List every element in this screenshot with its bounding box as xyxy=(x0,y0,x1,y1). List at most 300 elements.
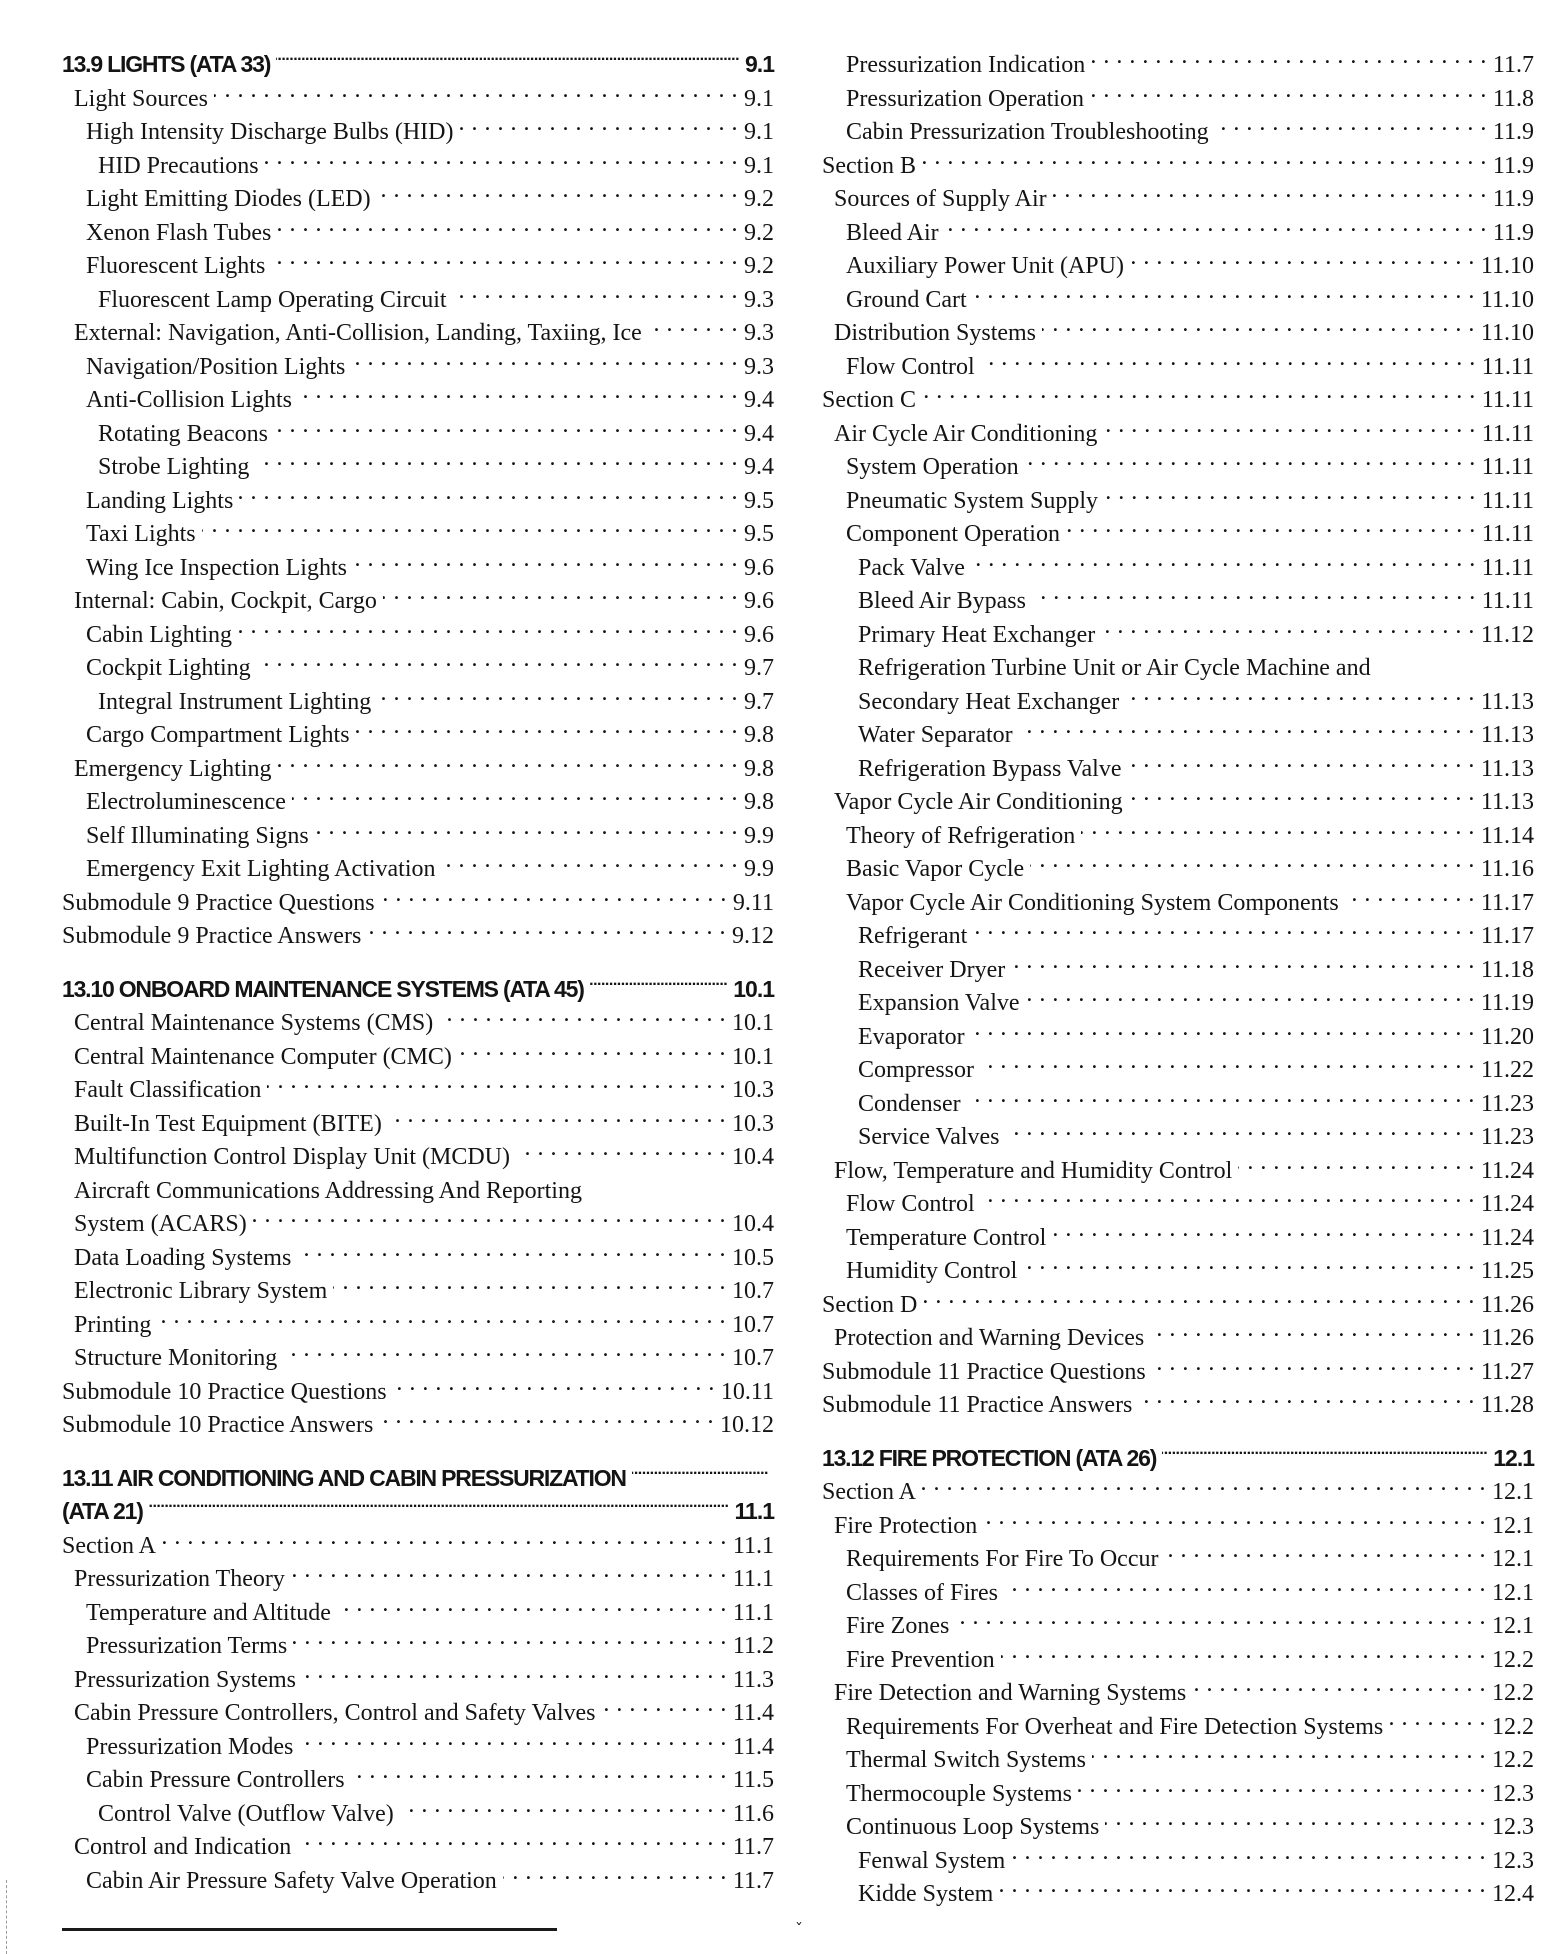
toc-page-number: 11.28 xyxy=(1480,1392,1534,1418)
toc-entry[interactable] xyxy=(62,1099,774,1137)
toc-entry[interactable] xyxy=(822,1045,1534,1083)
toc-entry-title: Refrigeration Bypass Valve xyxy=(858,755,1122,782)
dot-leader xyxy=(351,1755,727,1787)
toc-entry-title: Compressor xyxy=(858,1057,974,1083)
toc-entry-title: Integral Instrument Lighting xyxy=(98,688,372,715)
toc-entry-title: Pressurization Theory xyxy=(74,1566,285,1592)
toc-entry-title: Kidde System xyxy=(858,1881,994,1907)
dot-leader xyxy=(353,543,738,575)
toc-page-number: 12.1 xyxy=(1492,1613,1534,1639)
toc-page-number: 9.3 xyxy=(744,353,774,380)
toc-entry-title: Taxi Lights xyxy=(86,521,196,547)
toc-entry-title: Thermal Switch Systems xyxy=(846,1747,1086,1773)
toc-entry-title: Fire Detection and Warning Systems xyxy=(834,1680,1187,1706)
dot-leader xyxy=(1019,710,1475,742)
toc-page-number: 12.1 xyxy=(1493,1444,1534,1471)
toc-entry-title: Distribution Systems xyxy=(834,320,1037,346)
dot-leader xyxy=(157,1300,726,1332)
toc-entry-title: Rotating Beacons xyxy=(98,420,268,447)
dot-leader xyxy=(1025,442,1476,474)
toc-entry-title: Control Valve (Outflow Valve) xyxy=(98,1800,394,1827)
toc-page-number: 9.8 xyxy=(744,789,774,815)
toc-entry-title: Self Illuminating Signs xyxy=(86,822,309,849)
toc-page-number: 12.2 xyxy=(1492,1680,1534,1706)
toc-entry-title: Light Sources xyxy=(74,85,208,112)
dot-leader xyxy=(980,1045,1475,1077)
dot-leader xyxy=(297,1822,727,1854)
toc-entry[interactable] xyxy=(822,978,1534,1016)
toc-entry[interactable] xyxy=(822,1246,1534,1284)
toc-page-number: 12.3 xyxy=(1492,1847,1534,1874)
dot-leader xyxy=(516,1132,726,1164)
dot-leader xyxy=(202,509,738,541)
toc-entry[interactable] xyxy=(822,576,1534,614)
toc-entry[interactable] xyxy=(62,1856,774,1894)
toc-page-number: 11.24 xyxy=(1480,1157,1534,1184)
toc-entry[interactable] xyxy=(822,375,1534,413)
toc-page-number: 11.3 xyxy=(732,1666,774,1693)
dot-leader xyxy=(1023,1246,1475,1278)
dot-leader xyxy=(400,1789,727,1821)
dot-leader xyxy=(922,141,1487,173)
toc-entry[interactable] xyxy=(822,208,1534,246)
dot-leader xyxy=(257,643,738,675)
toc-entry[interactable] xyxy=(822,40,1534,78)
dot-leader xyxy=(973,911,1475,943)
toc-entry[interactable] xyxy=(62,1199,774,1237)
toc-entry[interactable] xyxy=(62,1688,774,1726)
toc-entry-title: 13.9 LIGHTS (ATA 33) xyxy=(62,51,271,77)
toc-page-number: 11.19 xyxy=(1480,990,1534,1016)
toc-entry[interactable] xyxy=(62,342,774,380)
toc-page-number: 10.3 xyxy=(732,1110,774,1137)
dot-leader xyxy=(999,1869,1486,1901)
toc-entry[interactable] xyxy=(822,1467,1534,1505)
toc-entry-title: Anti-Collision Lights xyxy=(86,387,293,413)
dot-leader xyxy=(1101,610,1475,642)
dot-leader xyxy=(393,1367,715,1399)
dot-leader xyxy=(297,1233,726,1265)
dot-leader xyxy=(315,811,738,843)
toc-page-number: 9.11 xyxy=(732,889,774,916)
toc-entry[interactable] xyxy=(62,777,774,815)
toc-entry[interactable] xyxy=(822,610,1534,648)
toc-entry[interactable] xyxy=(822,509,1534,547)
toc-page-number: 11.26 xyxy=(1480,1291,1534,1318)
toc-entry[interactable] xyxy=(62,811,774,849)
toc-entry[interactable] xyxy=(62,677,774,715)
toc-entry[interactable] xyxy=(62,1755,774,1793)
toc-section-heading[interactable] xyxy=(822,1434,1534,1471)
dot-leader xyxy=(388,1099,726,1131)
toc-entry[interactable] xyxy=(62,543,774,581)
dot-leader xyxy=(1130,241,1475,273)
toc-page-number: 11.13 xyxy=(1480,688,1534,715)
toc-entry[interactable] xyxy=(822,1668,1534,1706)
dot-leader xyxy=(1377,643,1528,675)
toc-entry[interactable] xyxy=(62,1400,774,1438)
toc-entry[interactable] xyxy=(62,208,774,246)
toc-page-number: 9.9 xyxy=(744,822,774,849)
toc-entry-title: Printing xyxy=(74,1311,152,1338)
toc-page-number: 10.7 xyxy=(732,1278,774,1304)
toc-entry-title: Pressurization Terms xyxy=(86,1633,288,1659)
toc-entry-title: Classes of Fires xyxy=(846,1579,998,1606)
toc-entry[interactable] xyxy=(62,509,774,547)
toc-entry[interactable] xyxy=(62,1032,774,1070)
toc-entry[interactable] xyxy=(62,1621,774,1659)
toc-entry[interactable] xyxy=(822,308,1534,346)
toc-entry-title: Electronic Library System xyxy=(74,1278,328,1304)
toc-entry[interactable] xyxy=(822,945,1534,983)
toc-entry-title: Submodule 10 Practice Answers xyxy=(62,1412,374,1438)
toc-entry[interactable] xyxy=(822,677,1534,715)
toc-page-number: 11.10 xyxy=(1480,320,1534,346)
toc-entry[interactable] xyxy=(822,107,1534,145)
toc-entry[interactable] xyxy=(822,1079,1534,1117)
toc-page-number: 11.10 xyxy=(1480,286,1534,313)
toc-entry[interactable] xyxy=(822,844,1534,882)
toc-entry[interactable] xyxy=(62,409,774,447)
toc-entry-title: Cabin Pressure Controllers, Control and Safety Valves xyxy=(74,1700,596,1726)
toc-entry[interactable] xyxy=(822,442,1534,480)
toc-entry-title: Submodule 11 Practice Answers xyxy=(822,1392,1133,1418)
toc-page-number: 12.4 xyxy=(1492,1881,1534,1907)
dot-leader xyxy=(1152,1347,1475,1379)
toc-page-number: 10.4 xyxy=(732,1144,774,1170)
dot-leader xyxy=(1103,409,1475,441)
toc-page-number: 11.18 xyxy=(1480,956,1534,983)
toc-entry-title: HID Precautions xyxy=(98,152,259,179)
toc-entry[interactable] xyxy=(62,844,774,882)
toc-page-number: 11.11 xyxy=(1481,521,1534,547)
dot-leader xyxy=(238,610,738,642)
toc-entry[interactable] xyxy=(822,1213,1534,1251)
toc-entry[interactable] xyxy=(822,1380,1534,1418)
toc-entry[interactable] xyxy=(822,1802,1534,1840)
toc-page-number: 11.11 xyxy=(1481,588,1534,614)
toc-entry-title: System (ACARS) xyxy=(74,1211,247,1237)
toc-entry[interactable] xyxy=(62,476,774,514)
toc-entry[interactable] xyxy=(62,1722,774,1760)
toc-entry[interactable] xyxy=(62,1233,774,1271)
toc-page-number: 9.5 xyxy=(744,521,774,547)
toc-entry[interactable] xyxy=(62,1266,774,1304)
toc-entry[interactable] xyxy=(822,275,1534,313)
toc-page-number: 10.11 xyxy=(720,1378,774,1405)
dot-leader xyxy=(453,275,738,307)
dot-leader xyxy=(302,1655,727,1687)
toc-section-heading[interactable] xyxy=(62,1487,774,1524)
dot-leader xyxy=(1001,1635,1486,1667)
toc-page-number: 11.4 xyxy=(732,1733,774,1760)
toc-entry-title: Cabin Pressure Controllers xyxy=(86,1767,345,1793)
toc-entry[interactable] xyxy=(822,1568,1534,1606)
dot-leader xyxy=(379,1400,714,1432)
toc-entry-title: Auxiliary Power Unit (APU) xyxy=(846,253,1124,279)
dot-leader xyxy=(967,1079,1475,1111)
toc-entry[interactable] xyxy=(822,710,1534,748)
dot-leader xyxy=(503,1856,727,1888)
toc-entry[interactable] xyxy=(62,442,774,480)
toc-entry[interactable] xyxy=(62,1300,774,1338)
toc-entry-title: Air Cycle Air Conditioning xyxy=(834,420,1098,447)
toc-page-number: 11.10 xyxy=(1480,253,1534,279)
dot-leader xyxy=(973,275,1475,307)
toc-page-number: 11.22 xyxy=(1480,1057,1534,1083)
toc-page-number: 11.9 xyxy=(1492,219,1534,246)
toc-entry[interactable] xyxy=(62,878,774,916)
dot-leader xyxy=(1215,107,1487,139)
toc-page-number: 11.1 xyxy=(734,1498,774,1524)
toc-entry-title: Emergency Exit Lighting Activation xyxy=(86,856,436,882)
toc-page-number: 12.1 xyxy=(1492,1579,1534,1606)
toc-entry[interactable] xyxy=(62,174,774,212)
toc-page-number: 9.7 xyxy=(744,655,774,681)
toc-entry[interactable] xyxy=(822,342,1534,380)
toc-page-number: 9.6 xyxy=(744,554,774,581)
toc-section-heading[interactable] xyxy=(62,965,774,1002)
toc-entry[interactable] xyxy=(62,998,774,1036)
toc-page-number: 11.27 xyxy=(1480,1358,1534,1385)
toc-entry[interactable] xyxy=(822,1146,1534,1184)
toc-entry[interactable] xyxy=(822,643,1534,681)
toc-entry[interactable] xyxy=(62,1554,774,1592)
toc-section-heading[interactable] xyxy=(62,40,774,77)
toc-entry[interactable] xyxy=(822,1112,1534,1150)
toc-entry[interactable] xyxy=(62,610,774,648)
toc-page-number: 10.1 xyxy=(733,975,774,1002)
dot-leader xyxy=(648,308,738,340)
toc-entry[interactable] xyxy=(62,1822,774,1860)
toc-page-number: 11.7 xyxy=(732,1834,774,1860)
toc-entry[interactable] xyxy=(62,1132,774,1170)
toc-entry-title: Water Separator xyxy=(858,722,1013,748)
toc-entry-title: Cargo Compartment Lights xyxy=(86,722,350,748)
toc-entry-title: System Operation xyxy=(846,454,1019,480)
toc-entry[interactable] xyxy=(822,878,1534,916)
toc-entry[interactable] xyxy=(62,576,774,614)
toc-entry-title: 13.12 FIRE PROTECTION (ATA 26) xyxy=(822,1444,1157,1471)
toc-entry-title: Xenon Flash Tubes xyxy=(86,219,272,246)
toc-entry-title: Section A xyxy=(822,1479,916,1505)
toc-entry[interactable] xyxy=(62,1166,774,1204)
footer-rule xyxy=(62,1928,557,1931)
dot-leader xyxy=(1030,844,1475,876)
dot-leader xyxy=(276,40,739,72)
toc-page-number: 9.12 xyxy=(732,923,774,949)
toc-entry[interactable] xyxy=(62,1367,774,1405)
toc-entry[interactable] xyxy=(822,174,1534,212)
toc-page-number: 11.9 xyxy=(1492,186,1534,212)
dot-leader xyxy=(1011,1836,1486,1868)
toc-page-number: 9.3 xyxy=(744,286,774,313)
toc-entry[interactable] xyxy=(62,141,774,179)
toc-page-number: 11.4 xyxy=(732,1700,774,1726)
toc-entry[interactable] xyxy=(822,476,1534,514)
toc-entry[interactable] xyxy=(62,1065,774,1103)
toc-entry-title: Bleed Air xyxy=(846,219,939,246)
dot-leader xyxy=(983,1501,1486,1533)
toc-entry-title: (ATA 21) xyxy=(62,1498,143,1524)
dot-leader xyxy=(253,1199,726,1231)
toc-entry[interactable] xyxy=(62,1333,774,1371)
dot-leader xyxy=(1032,576,1476,608)
dot-leader xyxy=(1138,1380,1474,1412)
toc-entry-title: High Intensity Discharge Bulbs (HID) xyxy=(86,119,454,145)
toc-entry-title: Condenser xyxy=(858,1090,961,1117)
toc-entry-title: Section A xyxy=(62,1532,156,1559)
toc-page-number: 12.3 xyxy=(1492,1780,1534,1807)
toc-entry[interactable] xyxy=(822,744,1534,782)
toc-page-number: 10.7 xyxy=(732,1311,774,1338)
dot-leader xyxy=(922,1467,1486,1499)
toc-entry[interactable] xyxy=(822,1012,1534,1050)
toc-page-number: 11.7 xyxy=(732,1867,774,1894)
toc-entry[interactable] xyxy=(62,1789,774,1827)
toc-entry[interactable] xyxy=(62,911,774,949)
dot-leader xyxy=(377,677,738,709)
toc-entry[interactable] xyxy=(822,241,1534,279)
toc-section-heading[interactable] xyxy=(62,1454,774,1491)
toc-page-number: 9.4 xyxy=(744,420,774,447)
scan-edge-marks xyxy=(6,1880,9,1954)
toc-page-number: 9.2 xyxy=(744,253,774,279)
toc-entry[interactable] xyxy=(822,1702,1534,1740)
toc-entry-title: Strobe Lighting xyxy=(98,454,250,480)
toc-entry[interactable] xyxy=(62,107,774,145)
toc-page-number: 11.8 xyxy=(1492,85,1534,112)
toc-entry-title: Fluorescent Lamp Operating Circuit xyxy=(98,286,447,313)
toc-page-number: 11.1 xyxy=(732,1566,774,1592)
toc-entry-title: Protection and Warning Devices xyxy=(834,1325,1145,1351)
dot-leader xyxy=(1006,1112,1475,1144)
dot-leader xyxy=(439,998,726,1030)
toc-entry[interactable] xyxy=(822,141,1534,179)
dot-leader xyxy=(265,141,738,173)
toc-entry-title: Sources of Supply Air xyxy=(834,186,1047,212)
dot-leader xyxy=(283,1333,726,1365)
toc-page-number: 9.1 xyxy=(744,119,774,145)
toc-entry-title: Fire Protection xyxy=(834,1512,978,1539)
dot-leader xyxy=(588,1166,768,1198)
toc-entry-title: Flow Control xyxy=(846,1191,975,1217)
toc-entry-title: Pressurization Systems xyxy=(74,1666,296,1693)
toc-entry[interactable] xyxy=(62,1655,774,1693)
toc-entry-title: Pack Valve xyxy=(858,554,965,581)
dot-leader xyxy=(981,1179,1475,1211)
dot-leader xyxy=(278,744,738,776)
toc-entry-title: 13.11 AIR CONDITIONING AND CABIN PRESSURIZATION xyxy=(62,1464,626,1491)
toc-entry[interactable] xyxy=(822,1769,1534,1807)
dot-leader xyxy=(1052,1213,1475,1245)
toc-page-number: 11.23 xyxy=(1480,1090,1534,1117)
toc-entry[interactable] xyxy=(822,409,1534,447)
toc-entry[interactable] xyxy=(822,1501,1534,1539)
toc-entry-title: Section D xyxy=(822,1291,918,1318)
toc-page-number: 11.23 xyxy=(1480,1124,1534,1150)
dot-leader xyxy=(945,208,1487,240)
toc-page-number: 9.1 xyxy=(744,152,774,179)
toc-entry[interactable] xyxy=(62,643,774,681)
dot-leader xyxy=(277,208,738,240)
dot-leader xyxy=(337,1588,727,1620)
toc-page-number: 11.11 xyxy=(1481,487,1534,514)
toc-entry[interactable] xyxy=(62,744,774,782)
toc-entry[interactable] xyxy=(822,777,1534,815)
dot-leader xyxy=(356,710,738,742)
toc-page-number: 10.5 xyxy=(732,1244,774,1271)
dot-leader xyxy=(299,1722,727,1754)
dot-leader xyxy=(293,1621,727,1653)
toc-page-number: 9.9 xyxy=(744,856,774,882)
dot-leader xyxy=(351,342,738,374)
dot-leader xyxy=(271,241,738,273)
dot-leader xyxy=(1150,1313,1475,1345)
toc-entry-title: External: Navigation, Anti-Collision, Landing, Taxiing, Ice xyxy=(74,320,642,346)
dot-leader xyxy=(955,1601,1486,1633)
toc-entry[interactable] xyxy=(62,1521,774,1559)
toc-entry-title: Structure Monitoring xyxy=(74,1345,278,1371)
dot-leader xyxy=(292,777,738,809)
toc-entry[interactable] xyxy=(822,1347,1534,1385)
toc-page-number: 10.1 xyxy=(732,1010,774,1036)
toc-page-number: 11.24 xyxy=(1480,1191,1534,1217)
toc-entry[interactable] xyxy=(62,308,774,346)
toc-page-number: 9.2 xyxy=(744,219,774,246)
toc-entry[interactable] xyxy=(822,1836,1534,1874)
toc-entry[interactable] xyxy=(822,811,1534,849)
toc-entry[interactable] xyxy=(822,74,1534,112)
toc-entry-title: Pressurization Operation xyxy=(846,85,1084,112)
toc-page-number: 11.12 xyxy=(1480,621,1534,648)
toc-entry[interactable] xyxy=(822,1869,1534,1907)
toc-entry[interactable] xyxy=(62,1588,774,1626)
toc-entry[interactable] xyxy=(822,1313,1534,1351)
toc-entry[interactable] xyxy=(62,710,774,748)
toc-entry-title: Refrigeration Turbine Unit or Air Cycle Machine and xyxy=(858,655,1371,681)
toc-entry-title: Multifunction Control Display Unit (MCDU) xyxy=(74,1144,510,1170)
toc-entry-title: Service Valves xyxy=(858,1124,1000,1150)
toc-page-number: 9.1 xyxy=(744,85,774,112)
toc-entry-title: Refrigerant xyxy=(858,923,968,949)
dot-leader xyxy=(267,1065,726,1097)
toc-entry-title: Humidity Control xyxy=(846,1258,1018,1284)
dot-leader xyxy=(291,1554,727,1586)
toc-entry-title: Vapor Cycle Air Conditioning System Components xyxy=(846,889,1339,916)
toc-entry-title: Requirements For Fire To Occur xyxy=(846,1546,1159,1572)
toc-entry[interactable] xyxy=(822,543,1534,581)
toc-entry-title: Built-In Test Equipment (BITE) xyxy=(74,1110,382,1137)
toc-entry-title: Fire Zones xyxy=(846,1613,950,1639)
toc-entry-title: Emergency Lighting xyxy=(74,755,272,782)
toc-entry[interactable] xyxy=(822,911,1534,949)
toc-entry[interactable] xyxy=(62,74,774,112)
toc-entry[interactable] xyxy=(62,275,774,313)
toc-entry[interactable] xyxy=(822,1601,1534,1639)
toc-entry-title: Ground Cart xyxy=(846,286,967,313)
toc-entry-title: Navigation/Position Lights xyxy=(86,353,346,380)
toc-entry[interactable] xyxy=(822,1635,1534,1673)
toc-entry[interactable] xyxy=(822,1534,1534,1572)
toc-entry[interactable] xyxy=(822,1280,1534,1318)
toc-page-number: 12.1 xyxy=(1492,1479,1534,1505)
toc-entry[interactable] xyxy=(62,241,774,279)
dot-leader xyxy=(381,878,727,910)
toc-entry[interactable] xyxy=(62,375,774,413)
toc-entry[interactable] xyxy=(822,1179,1534,1217)
toc-entry[interactable] xyxy=(822,1735,1534,1773)
